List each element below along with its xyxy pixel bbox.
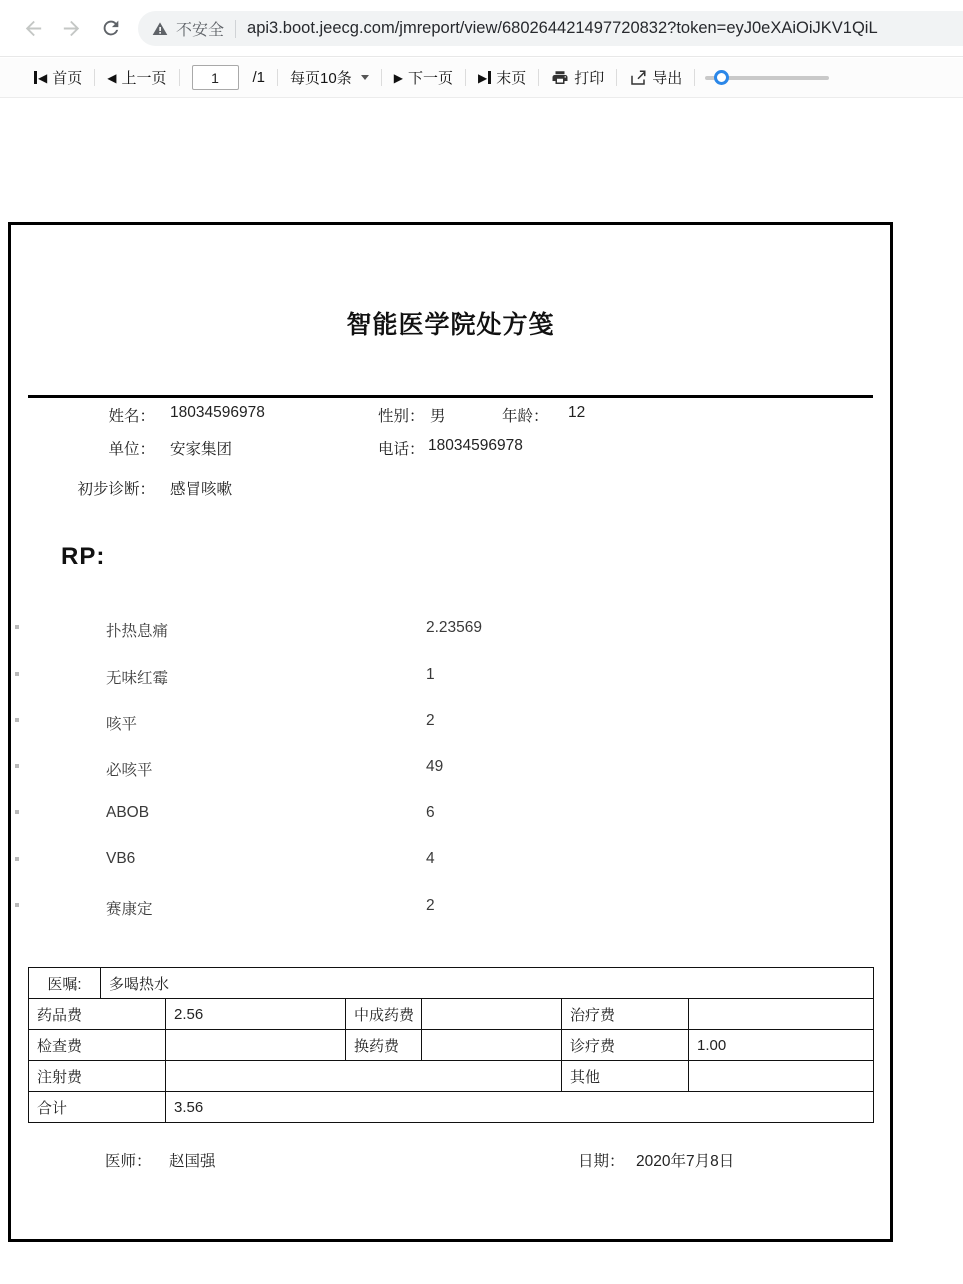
unit-label: 单位： [108, 441, 155, 458]
table-row [29, 1061, 874, 1092]
fee-value [689, 1061, 874, 1092]
fee-value: 1.00 [689, 1030, 874, 1061]
diagnosis-label: 初步诊断： [77, 481, 155, 498]
page-number-input[interactable] [192, 65, 239, 90]
back-icon[interactable] [20, 15, 46, 41]
drug-qty: 6 [426, 804, 435, 821]
url-text[interactable]: api3.boot.jeecg.com/jmreport/view/680264421497720832?token=eyJ0eXAiOiJKV1QiL [247, 19, 878, 37]
print-button[interactable]: 打印 [551, 67, 604, 88]
fee-label: 检查费 [29, 1030, 166, 1061]
unit-value: 安家集团 [170, 441, 233, 458]
report-page [8, 222, 893, 1242]
toolbar-divider [277, 69, 278, 86]
toolbar-divider [538, 69, 539, 86]
drug-name: ABOB [106, 804, 150, 821]
drug-qty: 1 [426, 666, 435, 683]
row-marker [15, 857, 19, 861]
drug-name: 必咳平 [106, 762, 153, 779]
fee-label: 注射费 [29, 1061, 166, 1092]
header-rule [28, 395, 873, 398]
printer-icon [551, 69, 569, 87]
row-marker [15, 625, 19, 629]
drug-qty: 2 [426, 897, 435, 914]
doctor-value: 赵国强 [169, 1153, 216, 1170]
export-button[interactable]: 导出 [629, 67, 682, 88]
costs-table [28, 967, 874, 1123]
table-row [29, 1092, 874, 1123]
fee-value [422, 999, 562, 1030]
next-page-button[interactable]: ▶ 下一页 [393, 70, 453, 87]
omnibox-separator [235, 20, 236, 38]
page-total-label: /1 [252, 69, 266, 86]
drug-name: 赛康定 [106, 901, 153, 918]
date-label: 日期： [578, 1153, 625, 1170]
report-toolbar [0, 58, 963, 98]
first-page-icon: ◀ [34, 71, 47, 84]
last-page-icon: ▶ [478, 71, 491, 84]
drug-name: 扑热息痛 [106, 623, 169, 640]
row-marker [15, 672, 19, 676]
fee-label: 诊疗费 [562, 1030, 689, 1061]
row-marker [15, 718, 19, 722]
forward-icon[interactable] [58, 15, 84, 41]
zoom-slider-handle[interactable] [714, 70, 729, 85]
date-value: 2020年7月8日 [636, 1153, 735, 1170]
table-row [29, 1030, 874, 1061]
fee-value [422, 1030, 562, 1061]
gender-value: 男 [430, 408, 446, 425]
first-page-button[interactable]: ◀ 首页 [34, 67, 82, 88]
age-value: 12 [568, 404, 586, 421]
page-number-group [192, 65, 266, 90]
drug-qty: 49 [426, 758, 444, 775]
toolbar-divider [616, 69, 617, 86]
toolbar-divider [465, 69, 466, 86]
drug-name: 无味红霉 [106, 670, 169, 687]
zoom-slider[interactable] [705, 70, 829, 86]
rp-label: RP: [61, 543, 106, 570]
prev-page-button[interactable]: ◀ 上一页 [107, 70, 167, 87]
browser-chrome [0, 0, 963, 57]
security-label: 不安全 [176, 22, 225, 39]
fee-label: 换药费 [346, 1030, 422, 1061]
last-page-button[interactable]: ▶ 末页 [477, 70, 527, 87]
fee-value: 2.56 [166, 999, 346, 1030]
advice-label: 医嘱: [29, 968, 101, 999]
fee-label: 中成药费 [346, 999, 422, 1030]
advice-value: 多喝热水 [101, 968, 874, 999]
doctor-label: 医师： [105, 1153, 152, 1170]
gender-label: 性别： [378, 408, 425, 425]
row-marker [15, 903, 19, 907]
address-bar[interactable] [138, 11, 963, 46]
fee-label: 药品费 [29, 999, 166, 1030]
fee-value [166, 1061, 562, 1092]
age-label: 年龄： [502, 408, 549, 425]
row-marker [15, 764, 19, 768]
fee-value [166, 1030, 346, 1061]
drug-qty: 2 [426, 712, 435, 729]
fee-value [689, 999, 874, 1030]
phone-label: 电话： [378, 441, 425, 458]
total-value: 3.56 [166, 1092, 874, 1123]
not-secure-warning-icon [152, 21, 168, 37]
chevron-down-icon [361, 75, 369, 80]
drug-qty: 2.23569 [426, 619, 483, 636]
refresh-icon[interactable] [98, 15, 124, 41]
next-page-icon: ▶ [393, 70, 403, 85]
export-icon [629, 69, 647, 87]
name-value: 18034596978 [170, 404, 265, 421]
table-row [29, 968, 874, 999]
page-size-dropdown[interactable]: 每页10条 [290, 67, 369, 88]
phone-value: 18034596978 [428, 437, 523, 454]
toolbar-divider [694, 69, 695, 86]
toolbar-divider [94, 69, 95, 86]
fee-label: 治疗费 [562, 999, 689, 1030]
diagnosis-value: 感冒咳嗽 [170, 481, 233, 498]
page-title: 智能医学院处方笺 [346, 311, 555, 339]
table-row [29, 999, 874, 1030]
drug-qty: 4 [426, 850, 435, 867]
fee-label: 其他 [562, 1061, 689, 1092]
prev-page-icon: ◀ [107, 70, 117, 85]
drug-name: 咳平 [106, 716, 138, 733]
drug-name: VB6 [106, 850, 136, 867]
toolbar-divider [179, 69, 180, 86]
total-label: 合计 [29, 1092, 166, 1123]
toolbar-divider [381, 69, 382, 86]
name-label: 姓名： [108, 408, 155, 425]
row-marker [15, 810, 19, 814]
